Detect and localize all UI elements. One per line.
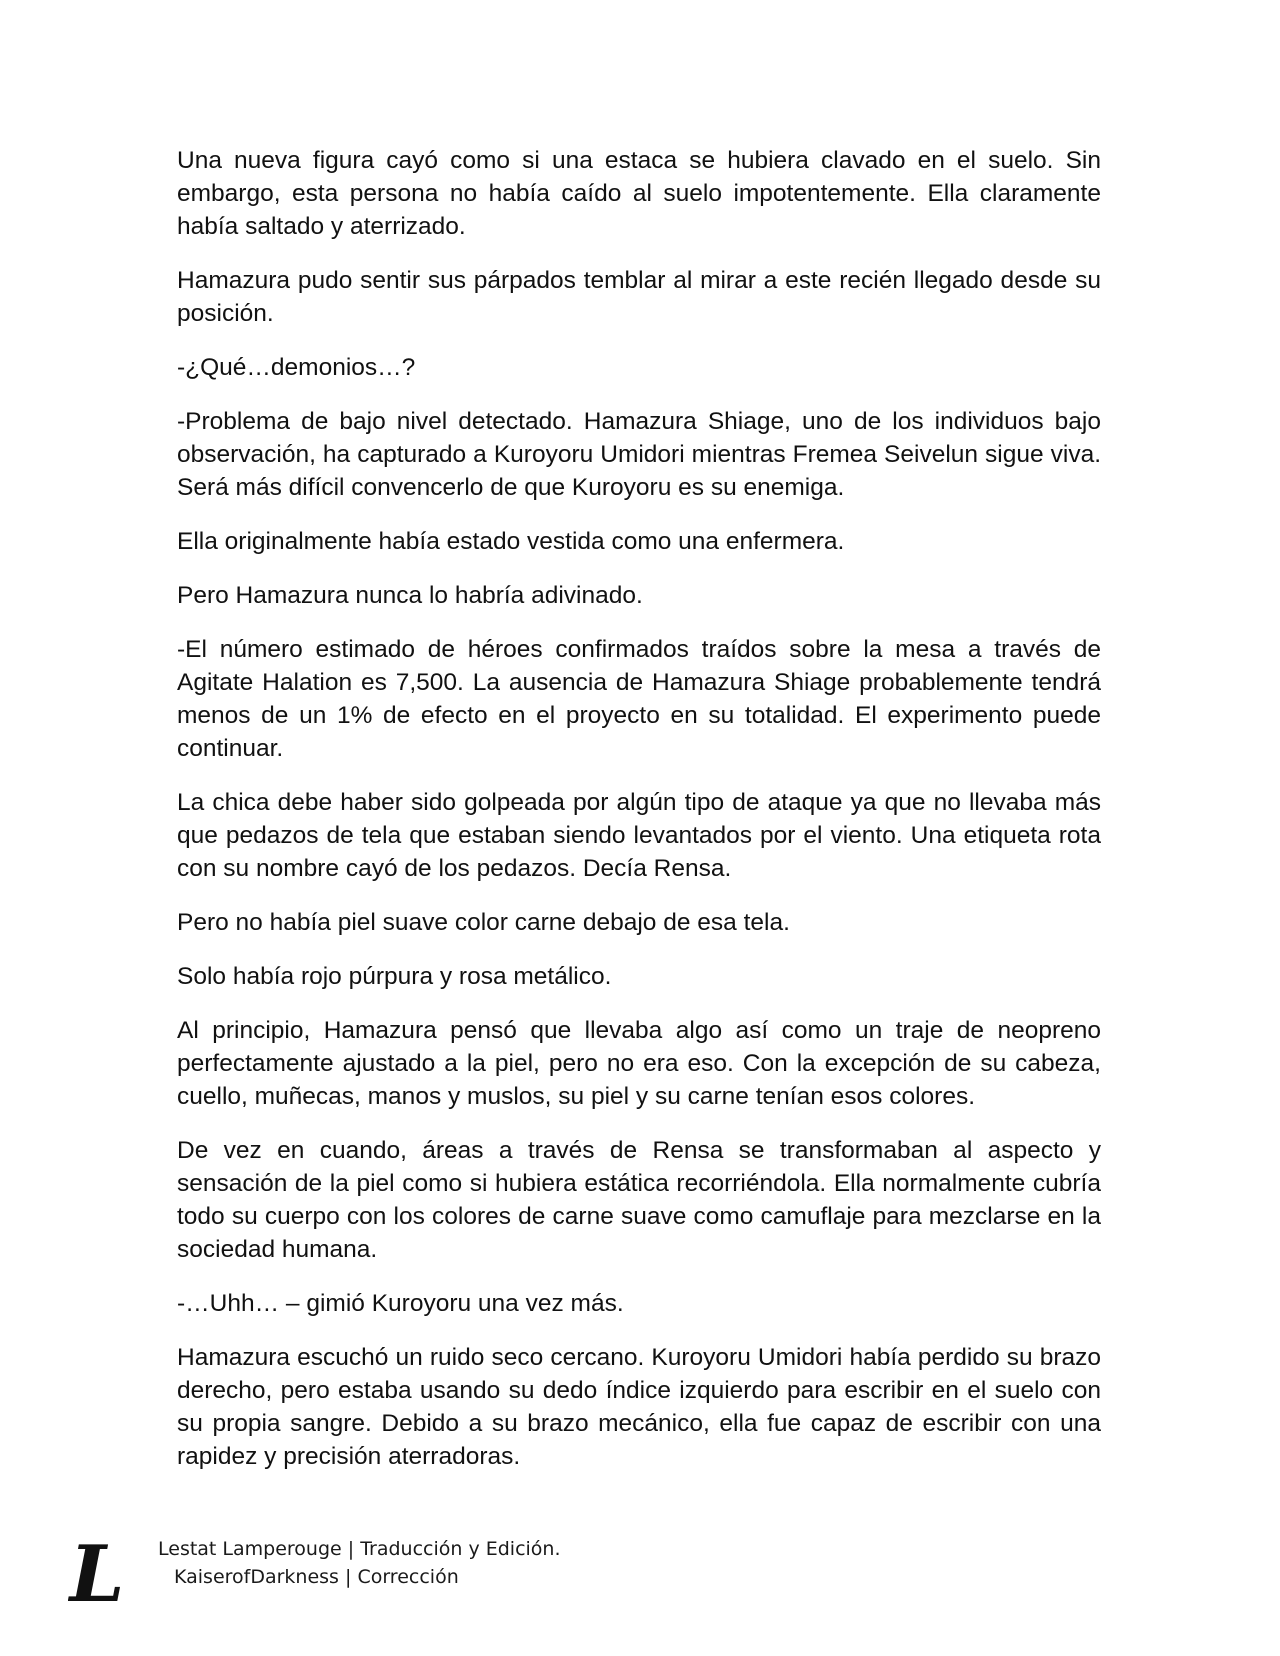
paragraph-14: Hamazura escuchó un ruido seco cercano. Kuroyoru Umidori había perdido su brazo derecho, pero estaba usando su dedo índice izquierdo para escribir en el suelo con su propia sangre. Debido a su brazo mecánico, ella fue capaz de escribir con una rapidez y precisión aterradoras. <box>177 1344 1101 1470</box>
paragraph-5: Ella originalmente había estado vestida como una enfermera. <box>177 528 845 555</box>
paragraph-9: Pero no había piel suave color carne debajo de esa tela. <box>177 909 790 936</box>
paragraph-3: -¿Qué…demonios…? <box>177 354 416 381</box>
paragraph-13: -…Uhh… – gimió Kuroyoru una vez más. <box>177 1290 624 1317</box>
paragraph-2: Hamazura pudo sentir sus párpados temblar al mirar a este recién llegado desde su posición. <box>177 267 1101 327</box>
paragraph-6: Pero Hamazura nunca lo habría adivinado. <box>177 582 643 609</box>
paragraph-8: La chica debe haber sido golpeada por algún tipo de ataque ya que no llevaba más que pedazos de tela que estaban siendo levantados por el viento. Una etiqueta rota con su nombre cayó de los pedazos. Decía Rensa. <box>177 789 1101 882</box>
paragraph-11: Al principio, Hamazura pensó que llevaba algo así como un traje de neopreno perfectamente ajustado a la piel, pero no era eso. Con la excepción de su cabeza, cuello, muñecas, manos y muslos, su piel y su carne tenían esos colores. <box>177 1017 1101 1110</box>
logo-letter: L <box>69 1535 125 1611</box>
paragraph-4: -Problema de bajo nivel detectado. Hamazura Shiage, uno de los individuos bajo observación, ha capturado a Kuroyoru Umidori mientras Fremea Seivelun sigue viva. Será más difícil convencerlo de que Kuroyoru es su enemiga. <box>177 408 1101 501</box>
page-footer <box>68 1535 628 1615</box>
paragraph-10: Solo había rojo púrpura y rosa metálico. <box>177 963 612 990</box>
gothic-letter-l-icon <box>68 1535 126 1611</box>
paragraph-7: -El número estimado de héroes confirmados traídos sobre la mesa a través de Agitate Halation es 7,500. La ausencia de Hamazura Shiage probablemente tendrá menos de un 1% de efecto en el proyecto en su totalidad. El experimento puede continuar. <box>177 636 1101 762</box>
credit-translation: Lestat Lamperouge | Traducción y Edición. <box>158 1538 561 1560</box>
credits <box>158 1535 561 1591</box>
paragraph-1: Una nueva figura cayó como si una estaca se hubiera clavado en el suelo. Sin embargo, esta persona no había caído al suelo impotentemente. Ella claramente había saltado y aterrizado. <box>177 147 1101 240</box>
credit-correction: KaiserofDarkness | Corrección <box>174 1566 459 1588</box>
paragraph-12: De vez en cuando, áreas a través de Rensa se transformaban al aspecto y sensación de la piel como si hubiera estática recorriéndola. Ella normalmente cubría todo su cuerpo con los colores de carne suave como camuflaje para mezclarse en la sociedad humana. <box>177 1137 1101 1263</box>
document-body <box>177 144 1101 1494</box>
